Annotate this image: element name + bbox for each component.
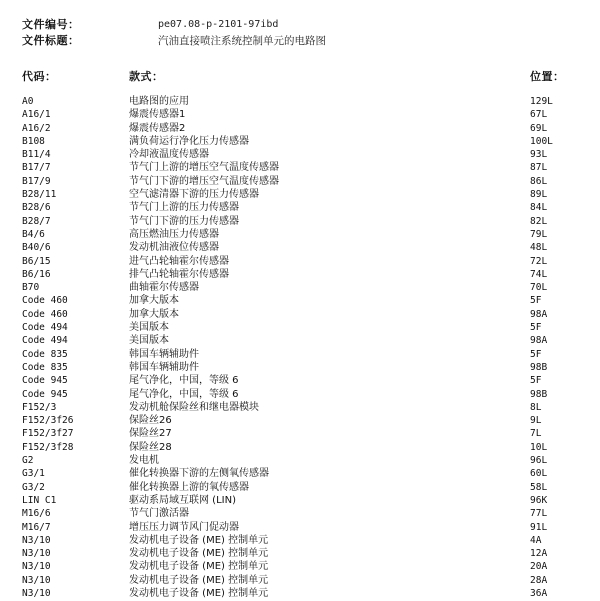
component-description: 节气门下游的压力传感器 <box>129 215 239 227</box>
column-header-position: 位置： <box>530 70 565 83</box>
component-position: 93L <box>530 149 548 161</box>
list-item <box>22 587 582 600</box>
component-position: 8L <box>530 401 542 413</box>
component-description: 保险丝27 <box>129 428 172 440</box>
list-item <box>22 547 582 560</box>
component-position: 98A <box>530 308 548 320</box>
list-item <box>22 481 582 494</box>
list-item <box>22 95 582 108</box>
component-description: 催化转换器上游的氧传感器 <box>129 481 249 493</box>
column-headers <box>22 68 582 84</box>
component-code: M16/6 <box>22 508 51 520</box>
component-position: 67L <box>530 109 548 121</box>
list-item <box>22 122 582 135</box>
component-code: Code 835 <box>22 361 68 373</box>
component-code: F152/3f26 <box>22 415 74 427</box>
component-code: G2 <box>22 455 34 467</box>
list-item <box>22 441 582 454</box>
doc-title-value: 汽油直接喷注系统控制单元的电路图 <box>158 34 326 47</box>
list-item <box>22 361 582 374</box>
list-item <box>22 241 582 254</box>
component-position: 5F <box>530 348 542 360</box>
component-code: B6/16 <box>22 268 51 280</box>
component-code: N3/10 <box>22 561 51 573</box>
component-position: 72L <box>530 255 548 267</box>
component-code: A0 <box>22 96 34 107</box>
document-header <box>22 16 582 48</box>
component-description: 加拿大版本 <box>129 308 179 320</box>
component-code: N3/10 <box>22 574 51 586</box>
component-code: F152/3f28 <box>22 441 74 453</box>
list-item <box>22 281 582 294</box>
component-code: Code 945 <box>22 375 68 387</box>
component-description: 空气滤清器下游的压力传感器 <box>129 189 259 201</box>
list-item <box>22 414 582 427</box>
component-code: G3/1 <box>22 468 45 480</box>
list-item <box>22 348 582 361</box>
component-position: 5F <box>530 322 542 334</box>
component-position: 100L <box>530 135 553 147</box>
component-code: B28/6 <box>22 202 51 214</box>
component-description: 曲轴霍尔传感器 <box>129 282 199 294</box>
component-position: 10L <box>530 441 548 453</box>
list-item <box>22 148 582 161</box>
component-description: 发动机油液位传感器 <box>129 242 219 254</box>
list-item <box>22 388 582 401</box>
component-code: B6/15 <box>22 255 51 267</box>
list-item <box>22 161 582 174</box>
component-position: 7L <box>530 428 542 440</box>
component-position: 91L <box>530 521 548 533</box>
component-description: 冷却液温度传感器 <box>129 149 209 161</box>
list-item <box>22 321 582 334</box>
doc-number-label: 文件编号： <box>22 18 80 31</box>
component-code: B40/6 <box>22 242 51 254</box>
component-code: A16/2 <box>22 122 51 134</box>
list-item <box>22 521 582 534</box>
component-position: 5F <box>530 375 542 387</box>
component-position: 129L <box>530 96 553 107</box>
list-item <box>22 135 582 148</box>
component-position: 86L <box>530 175 548 187</box>
component-position: 98A <box>530 335 548 347</box>
column-header-description: 款式： <box>129 70 164 83</box>
component-code: B28/11 <box>22 189 57 201</box>
component-description: 美国版本 <box>129 322 169 334</box>
component-description: 节气门下游的增压空气温度传感器 <box>129 175 279 187</box>
component-code: B4/6 <box>22 228 45 240</box>
component-code: N3/10 <box>22 534 51 546</box>
doc-number-value: pe07.08-p-2101-97ibd <box>158 18 279 30</box>
list-item <box>22 574 582 587</box>
component-position: 96L <box>530 455 548 467</box>
list-item <box>22 175 582 188</box>
doc-title-label: 文件标题： <box>22 34 80 47</box>
component-description: 爆震传感器2 <box>129 122 186 134</box>
component-position: 82L <box>530 215 548 227</box>
list-item <box>22 467 582 480</box>
list-item <box>22 454 582 467</box>
component-code: B108 <box>22 135 45 147</box>
component-code: N3/10 <box>22 548 51 560</box>
list-item <box>22 560 582 573</box>
doc-number-row <box>22 16 582 32</box>
component-position: 96K <box>530 494 548 506</box>
component-code: B70 <box>22 282 40 294</box>
component-description: 进气凸轮轴霍尔传感器 <box>129 255 229 267</box>
component-description: 发动机电子设备 (ME) 控制单元 <box>129 561 269 573</box>
component-description: 加拿大版本 <box>129 295 179 307</box>
component-position: 98B <box>530 361 548 373</box>
component-description: 催化转换器下游的左侧氧传感器 <box>129 468 269 480</box>
list-item <box>22 494 582 507</box>
list-item <box>22 427 582 440</box>
component-code: Code 835 <box>22 348 68 360</box>
component-description: 满负荷运行净化压力传感器 <box>129 135 249 147</box>
list-item <box>22 188 582 201</box>
component-position: 89L <box>530 189 548 201</box>
list-item <box>22 201 582 214</box>
component-position: 12A <box>530 548 548 560</box>
component-description: 节气门上游的压力传感器 <box>129 202 239 214</box>
component-position: 77L <box>530 508 548 520</box>
list-item <box>22 294 582 307</box>
component-code: B11/4 <box>22 149 51 161</box>
component-position: 36A <box>530 587 548 599</box>
component-description: 发电机 <box>129 455 159 467</box>
component-code: B28/7 <box>22 215 51 227</box>
component-description: 排气凸轮轴霍尔传感器 <box>129 268 229 280</box>
component-code: B17/9 <box>22 175 51 187</box>
component-description: 美国版本 <box>129 335 169 347</box>
doc-title-row <box>22 32 582 48</box>
list-item <box>22 334 582 347</box>
component-code: LIN C1 <box>22 494 57 506</box>
component-code: Code 945 <box>22 388 68 400</box>
component-position: 60L <box>530 468 548 480</box>
list-item <box>22 308 582 321</box>
component-description: 爆震传感器1 <box>129 109 186 121</box>
component-description: 尾气净化，中国，等级 6 <box>129 375 239 387</box>
list-item <box>22 228 582 241</box>
component-list <box>22 95 582 600</box>
component-position: 20A <box>530 561 548 573</box>
component-description: 增压压力调节风门促动器 <box>129 521 239 533</box>
component-description: 发动机电子设备 (ME) 控制单元 <box>129 548 269 560</box>
component-description: 节气门上游的增压空气温度传感器 <box>129 162 279 174</box>
list-item <box>22 255 582 268</box>
component-description: 尾气净化，中国，等级 6 <box>129 388 239 400</box>
component-description: 保险丝28 <box>129 441 172 453</box>
list-item <box>22 534 582 547</box>
component-code: F152/3f27 <box>22 428 74 440</box>
component-description: 发动机电子设备 (ME) 控制单元 <box>129 587 269 599</box>
component-description: 韩国车辆辅助件 <box>129 361 199 373</box>
component-position: 58L <box>530 481 548 493</box>
component-position: 98B <box>530 388 548 400</box>
component-code: M16/7 <box>22 521 51 533</box>
component-code: Code 460 <box>22 308 68 320</box>
component-position: 87L <box>530 162 548 174</box>
component-description: 节气门激活器 <box>129 508 189 520</box>
component-description: 发动机电子设备 (ME) 控制单元 <box>129 534 269 546</box>
column-header-code: 代码： <box>22 70 57 83</box>
component-code: N3/10 <box>22 587 51 599</box>
component-position: 9L <box>530 415 542 427</box>
list-item <box>22 108 582 121</box>
component-description: 高压燃油压力传感器 <box>129 228 219 240</box>
component-position: 69L <box>530 122 548 134</box>
component-position: 5F <box>530 295 542 307</box>
component-description: 发动机电子设备 (ME) 控制单元 <box>129 574 269 586</box>
component-description: 电路图的应用 <box>129 96 189 107</box>
component-code: B17/7 <box>22 162 51 174</box>
list-item <box>22 374 582 387</box>
component-position: 74L <box>530 268 548 280</box>
component-description: 驱动系局域互联网 (LIN) <box>129 494 236 506</box>
component-position: 79L <box>530 228 548 240</box>
component-description: 韩国车辆辅助件 <box>129 348 199 360</box>
component-description: 保险丝26 <box>129 415 172 427</box>
component-position: 70L <box>530 282 548 294</box>
component-position: 48L <box>530 242 548 254</box>
component-code: A16/1 <box>22 109 51 121</box>
component-code: Code 494 <box>22 322 68 334</box>
list-item <box>22 268 582 281</box>
component-position: 4A <box>530 534 542 546</box>
list-item <box>22 401 582 414</box>
list-item <box>22 507 582 520</box>
component-code: G3/2 <box>22 481 45 493</box>
list-item <box>22 215 582 228</box>
component-code: F152/3 <box>22 401 57 413</box>
component-code: Code 460 <box>22 295 68 307</box>
component-code: Code 494 <box>22 335 68 347</box>
component-description: 发动机舱保险丝和继电器模块 <box>129 401 259 413</box>
component-position: 84L <box>530 202 548 214</box>
component-position: 28A <box>530 574 548 586</box>
